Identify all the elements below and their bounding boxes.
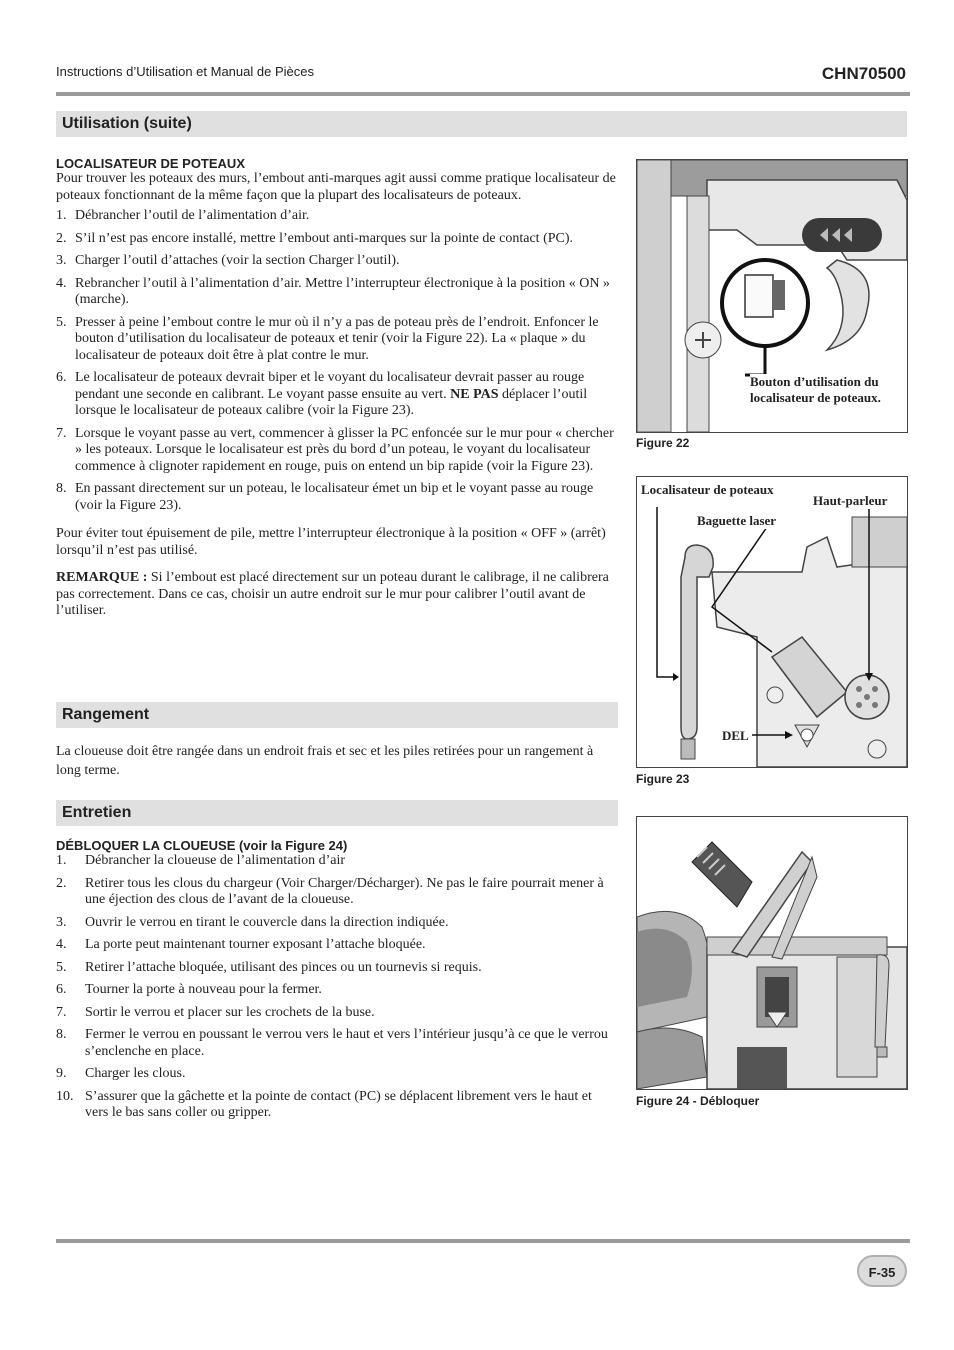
list-item: 1. Débrancher l’outil de l’alimentation d’air. (56, 208, 310, 223)
remark-text: Si l’embout est placé directement sur un poteau durant le calibrage, il ne calibrera pas correctement. Dans ce cas, choisir un autre endroit sur le mur pour calibrer l’outil avant de l’utiliser. (56, 570, 609, 618)
figure-23-caption: Figure 23 (636, 772, 690, 786)
warning-bold: NE PAS (450, 386, 499, 402)
section-rangement-title: Rangement (56, 702, 618, 728)
figure-24-caption: Figure 24 - Débloquer (636, 1094, 760, 1108)
list-item: 6. Le localisateur de poteaux devrait biper et le voyant du localisateur devrait passer au rouge pendant une seconde en calibrant. Le voyant passe ensuite au vert. NE PAS déplacer l’outil lorsque le localisateur de poteaux calibre (voir la Figure 23). (56, 370, 588, 418)
model-number: CHN70500 (821, 64, 906, 83)
unjam-subtitle: DÉBLOQUER LA CLOUEUSE (voir la Figure 24) (56, 838, 348, 853)
list-item: 7. Lorsque le voyant passe au vert, commencer à glisser la PC enfoncée sur le mur pour « chercher » les poteaux. Lorsque le localisateur est près du bord d’un poteau, le voyant du localisateur commence à clignoter rapidement en rouge, puis on entend un bip rapide (voir la Figure 23). (56, 425, 614, 474)
stud-finder-steps (56, 208, 618, 514)
list-item: 4. La porte peut maintenant tourner exposant l’attache bloquée. (56, 937, 426, 952)
list-item: 1. Débrancher la cloueuse de l’alimentation d’air (56, 853, 346, 868)
rangement-text: La cloueuse doit être rangée dans un endroit frais et sec et les piles retirées pour un rangement à long terme. (56, 744, 594, 778)
list-item: 5. Retirer l’attache bloquée, utilisant des pinces ou un tournevis si requis. (56, 959, 482, 975)
list-item: 8. En passant directement sur un poteau, le localisateur émet un bip et le voyant passe au rouge (voir la Figure 23). (56, 481, 594, 513)
figure-22-caption: Figure 22 (636, 436, 690, 450)
speaker-label: Haut-parleur (813, 493, 888, 508)
remark (56, 570, 618, 620)
stud-locator-label: Localisateur de poteaux (641, 482, 774, 497)
list-item: 8. Fermer le verrou en poussant le verrou vers le haut et vers l’intérieur jusqu’à ce que le verrou s’enclenche en place. (56, 1027, 608, 1059)
list-item: 7. Sortir le verrou et placer sur les crochets de la buse. (56, 1004, 375, 1020)
figure-24 (636, 816, 908, 1090)
list-item: 2. Retirer tous les clous du chargeur (Voir Charger/Décharger). Ne pas le faire pourrait mener à une éjection des clous de l’avant de la cloueuse. (56, 875, 604, 907)
list-item: 10. S’assurer que la gâchette et la pointe de contact (PC) se déplacent librement vers le haut et vers le bas sans coller ou gripper. (56, 1088, 592, 1120)
section-entretien-title: Entretien (56, 800, 618, 826)
list-item: 9. Charger les clous. (56, 1066, 186, 1081)
led-label: DEL (722, 728, 749, 743)
laser-wand-label: Baguette laser (697, 513, 777, 528)
stud-finder-intro: Pour trouver les poteaux des murs, l’embout anti-marques agit aussi comme pratique localisateur de poteaux fonctionnant de la même façon que la plupart des localisateurs de poteaux. (56, 171, 616, 203)
list-item: 6. Tourner la porte à nouveau pour la fermer. (56, 982, 322, 997)
unjam-steps (56, 853, 618, 1122)
list-item: 2. S’il n’est pas encore installé, mettre l’embout anti-marques sur la pointe de contact (PC). (56, 230, 574, 246)
figure-22 (636, 159, 908, 433)
stud-finder-subtitle: LOCALISATEUR DE POTEAUX (56, 156, 245, 171)
section-utilisation-title: Utilisation (suite) (56, 111, 907, 137)
list-item: 4. Rebrancher l’outil à l’alimentation d’air. Mettre l’interrupteur électronique à la position « ON » (marche). (56, 275, 610, 307)
entretien-column (56, 838, 618, 1128)
utilisation-column (56, 156, 618, 620)
list-item: 5. Presser à peine l’embout contre le mur où il n’y a pas de poteau près de l’endroit. Enfoncer le bouton d’utilisation du localisateur de poteaux et tenir (voir la Figure 22). La « plaque » du localisateur de poteaux doit être à plat contre le mur. (56, 314, 599, 363)
stud-finder-button-label: Bouton d’utilisation du localisateur de poteaux. (750, 374, 900, 406)
remark-label: REMARQUE : (56, 570, 148, 585)
figure-23 (636, 476, 908, 768)
header-rule (56, 92, 910, 96)
page-number: F-35 (857, 1255, 907, 1287)
unjam-nailer-illustration (637, 817, 907, 1089)
list-item: 3. Charger l’outil d’attaches (voir la section Charger l’outil). (56, 253, 400, 268)
footer-rule (56, 1239, 910, 1243)
battery-note: Pour éviter tout épuisement de pile, mettre l’interrupteur électronique à la position « OFF » (arrêt) lorsqu’il n’est pas utilisé. (56, 526, 606, 558)
manual-title: Instructions d’Utilisation et Manual de Pièces (56, 64, 314, 79)
list-item: 3. Ouvrir le verrou en tirant le couvercle dans la direction indiquée. (56, 914, 449, 930)
